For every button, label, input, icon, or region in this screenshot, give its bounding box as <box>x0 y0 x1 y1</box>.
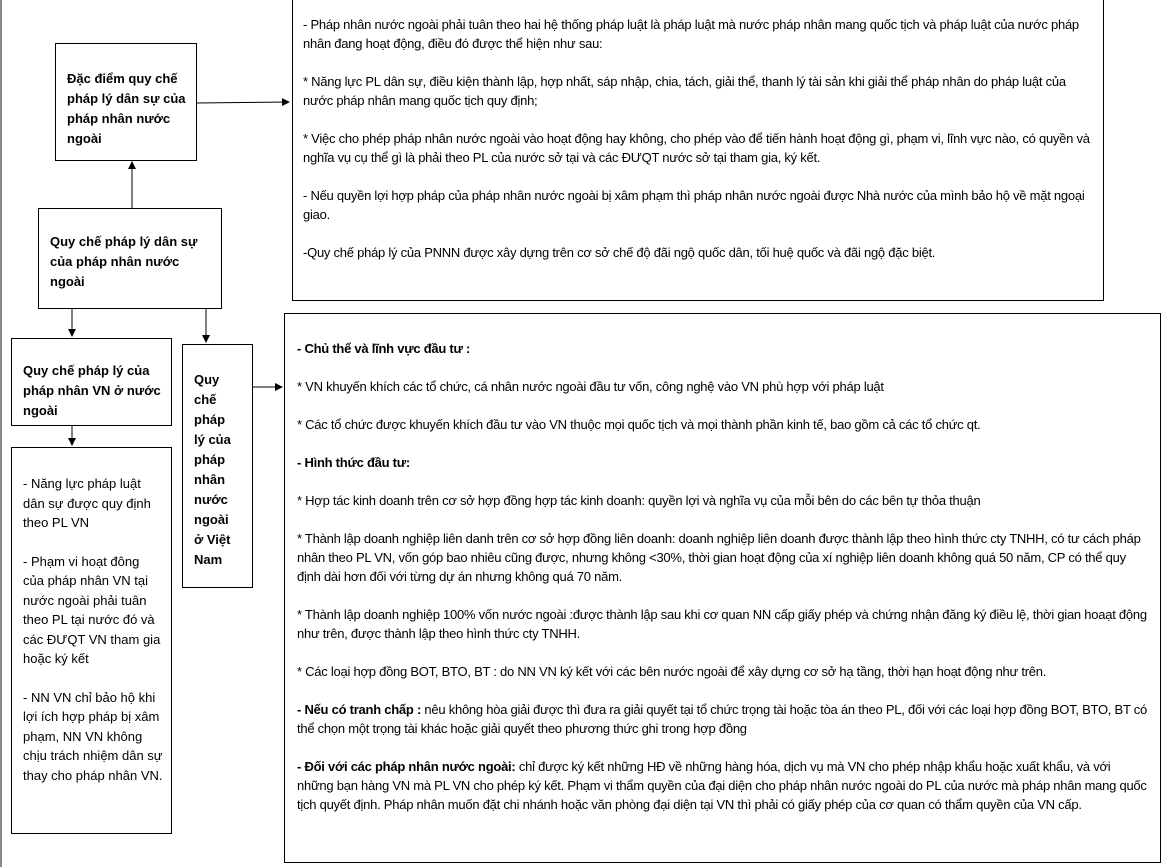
detail-paragraph: - Nếu quyền lợi hợp pháp của pháp nhân nước ngoài bị xâm phạm thì pháp nhân nước ngoài được Nhà nước của mình bảo hộ về mặt ngoại giao. <box>303 188 1085 222</box>
detail-paragraph: * Hợp tác kinh doanh trên cơ sở hợp đồng hợp tác kinh doanh: quyền lợi và nghĩa vụ của mỗi bên do các bên tự thỏa thuận <box>297 493 981 508</box>
vn-abroad-detail-box <box>11 447 172 834</box>
node-label: Quy chế pháp lý của pháp nhân nước ngoài ở Việt Nam <box>194 372 231 567</box>
root-node <box>38 208 222 309</box>
section-heading: - Hình thức đầu tư: <box>297 455 411 470</box>
detail-paragraph: -Quy chế pháp lý của PNNN được xây dựng trên cơ sở chế độ đãi ngộ quốc dân, tối huệ quốc và đãi ngộ đặc biệt. <box>303 245 936 260</box>
detail-paragraph: * Thành lập doanh nghiệp 100% vốn nước ngoài :được thành lập sau khi cơ quan NN cấp giấy phép và chứng nhận đăng ký điều lệ, thời gian hoaạt động như trên, được thành lập theo hình thức cty TNHH. <box>297 607 1147 641</box>
characteristics-detail-box <box>292 0 1104 301</box>
detail-text: nêu không hòa giải được thì đưa ra giải quyết tại tổ chức trọng tài hoặc tòa án theo PL, đối với các loại hợp đồng BOT, BTO, BT có thể chọn một trọng tài khác hoặc giải quyết theo phương thức ghi trong hợp đồng <box>297 702 1147 736</box>
node-label: Quy chế pháp lý dân sự của pháp nhân nước ngoài <box>50 234 198 289</box>
arrow-characteristics-to-detail <box>196 102 289 103</box>
detail-paragraph: - Pháp nhân nước ngoài phải tuân theo hai hệ thống pháp luật là pháp luật mà nước pháp nhân mang quốc tịch và pháp luật của nước pháp nhân đang hoạt động, điều đó được thể hiện như sau: <box>303 17 1079 51</box>
node-label: Quy chế pháp lý của pháp nhân VN ở nước ngoài <box>23 363 161 418</box>
detail-paragraph: * Các tổ chức được khuyến khích đầu tư vào VN thuộc mọi quốc tịch và mọi thành phần kinh tế, bao gồm cả các tổ chức qt. <box>297 417 981 432</box>
vn-abroad-node <box>11 338 172 426</box>
detail-text: chỉ được ký kết những HĐ về những hàng hóa, dịch vụ mà VN cho phép nhập khẩu hoặc xuất khẩu, và với những bạn hàng VN mà PL VN cho phép ký kết. Phạm vi thẩm quyền của đại diện cho pháp nhân nước ngoài do PL của nước mà pháp nhân mang quốc tịch quyết định. Pháp nhân muốn đặt chi nhánh hoặc văn phòng đại diện tại VN thì phải có giấy phép của cơ quan có thẩm quyền của VN cấp. <box>297 759 1147 812</box>
section-heading: - Chủ thể và lĩnh vực đầu tư : <box>297 341 471 356</box>
characteristics-node <box>55 43 197 161</box>
detail-paragraph: - Phạm vi hoạt đông của pháp nhân VN tại nước ngoài phải tuân theo PL tại nước đó và các ĐƯQT VN tham gia hoặc ký kết <box>23 553 161 666</box>
detail-paragraph: * Năng lực PL dân sự, điều kiện thành lập, hợp nhất, sáp nhập, chia, tách, giải thể, thanh lý tài sản khi giải thể pháp nhân do pháp luật của nước pháp nhân mang quốc tịch quy định; <box>303 74 1066 108</box>
detail-paragraph: * Các loại hợp đồng BOT, BTO, BT : do NN VN ký kết với các bên nước ngoài để xây dựng cơ sở hạ tầng, thời hạn hoạt động như trên. <box>297 664 1047 679</box>
detail-paragraph: * Việc cho phép pháp nhân nước ngoài vào hoạt động hay không, cho phép vào để tiến hành hoạt động gì, phạm vi, lĩnh vực nào, có quyền và nghĩa vụ cụ thể gì là phải theo PL của nước sở tại và các ĐƯQT nước sở tại tham gia, ký kết. <box>303 131 1090 165</box>
section-heading: - Đối với các pháp nhân nước ngoài: <box>297 759 516 774</box>
detail-paragraph: - Năng lực pháp luật dân sự được quy định theo PL VN <box>23 476 151 530</box>
foreign-in-vn-node <box>182 344 253 588</box>
detail-paragraph: * Thành lập doanh nghiệp liên danh trên cơ sở hợp đồng liên doanh: doanh nghiệp liên doanh được thành lập theo hình thức cty TNHH, có tư cách pháp nhân theo PL VN, vốn góp bao nhiêu cũng được, nhưng không <30%, thời gian hoạt động của xí nghiệp liên doanh không quá 50 năm, CP có thể quy định dài hơn đối với từng dự án nhưng không quá 70 năm. <box>297 531 1141 584</box>
foreign-in-vn-detail-box <box>284 313 1161 863</box>
node-label: Đặc điểm quy chế pháp lý dân sự của pháp nhân nước ngoài <box>67 71 186 146</box>
section-heading: - Nếu có tranh chấp : <box>297 702 422 717</box>
detail-paragraph: - NN VN chỉ bảo hộ khi lợi ích hợp pháp bị xâm phạm, NN VN không chịu trách nhiệm dân sự thay cho pháp nhân VN. <box>23 689 163 783</box>
detail-paragraph: * VN khuyến khích các tổ chức, cá nhân nước ngoài đầu tư vốn, công nghệ vào VN phù hợp với pháp luật <box>297 379 884 394</box>
